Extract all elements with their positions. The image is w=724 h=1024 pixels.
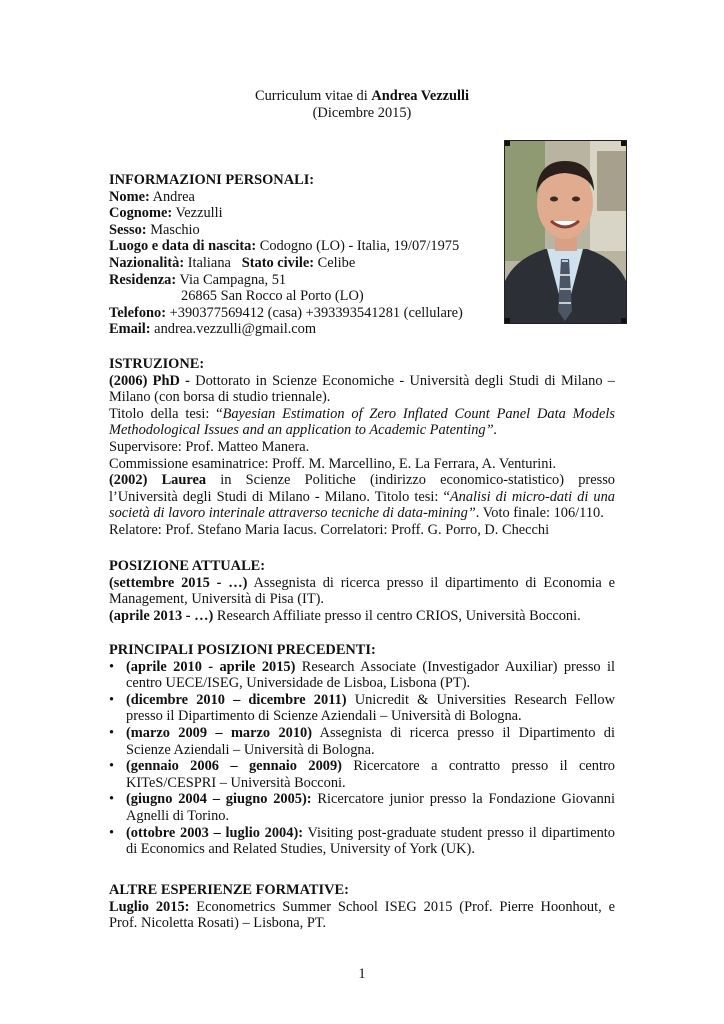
title-line-1: Curriculum vitae di Andrea Vezzulli (255, 88, 469, 104)
previous-positions-section (109, 642, 615, 858)
other-experiences-heading: ALTRE ESPERIENZE FORMATIVE: (109, 882, 349, 898)
author-name: Andrea Vezzulli (371, 88, 469, 104)
current-pos-1-line-1: (settembre 2015 - …) Assegnista di ricerca presso il dipartimento di Economia e (109, 574, 615, 591)
previous-position-item: • (aprile 2010 - aprile 2015) Research Associate (Investigador Auxiliar) presso il centro UECE/ISEG, Universidade de Lisboa, Lisbona (PT). (109, 658, 615, 692)
education-heading: ISTRUZIONE: (109, 356, 205, 372)
bullet-icon: • (109, 691, 115, 708)
photo-corner-tr (621, 141, 626, 146)
committee-line: Commissione esaminatrice: Proff. M. Marcellino, E. La Ferrara, A. Venturini. (109, 455, 557, 472)
photo-corner-br (621, 318, 626, 323)
bullet-icon: • (109, 724, 115, 741)
previous-position-item: • (ottobre 2003 – luglio 2004): Visiting post-graduate student presso il dipartimento di Economics and Related Studies, University of York (UK). (109, 824, 615, 858)
current-pos-2: (aprile 2013 - …) Research Affiliate presso il centro CRIOS, Università Bocconi. (109, 607, 581, 624)
nome-row: Nome: Andrea (109, 188, 195, 205)
education-section (109, 356, 615, 539)
photo-corner-bl (505, 318, 510, 323)
phone-row: Telefono: +390377569412 (casa) +393393541281 (cellulare) (109, 304, 463, 321)
photo-corner-tl (505, 141, 510, 146)
previous-position-item: • (marzo 2009 – marzo 2010) Assegnista di ricerca presso il Dipartimento di Scienze Aziendali – Università di Bologna. (109, 724, 615, 758)
profile-photo (504, 140, 627, 324)
personal-info-heading: INFORMAZIONI PERSONALI: (109, 172, 315, 188)
other-exp-line-2: Prof. Nicoletta Rosati) – Lisbona, PT. (109, 915, 327, 932)
document-title (0, 88, 724, 122)
bullet-icon: • (109, 658, 115, 675)
residence-row-2: 26865 San Rocco al Porto (LO) (181, 288, 364, 305)
email-row: Email: andrea.vezzulli@gmail.com (109, 321, 317, 338)
page-number: 1 (358, 966, 366, 982)
laurea-line-2: l’Università degli Studi di Milano - Milano. Titolo tesi: “Analisi di micro-dati di una (109, 488, 616, 505)
phd-line-2: Milano (con borsa di studio triennale). (109, 389, 331, 406)
supervisor-line: Supervisore: Prof. Matteo Manera. (109, 438, 310, 455)
other-exp-line-1: Luglio 2015: Econometrics Summer School ISEG 2015 (Prof. Pierre Hoonhout, e (109, 898, 615, 915)
residence-row: Residenza: Via Campagna, 51 (109, 271, 287, 288)
thesis-line-2: Methodological Issues and an application to Academic Patenting”. (109, 422, 498, 439)
sesso-row: Sesso: Maschio (109, 221, 200, 238)
personal-info-section (109, 172, 479, 338)
cognome-row: Cognome: Vezzulli (109, 205, 223, 222)
current-pos-1-line-2: Management, Università di Pisa (IT). (109, 591, 325, 608)
thesis-line-1: Titolo della tesi: “Bayesian Estimation of Zero Inflated Count Panel Data Models (109, 405, 615, 422)
title-date: (Dicembre 2015) (312, 105, 412, 121)
bullet-icon: • (109, 791, 115, 808)
laurea-line-1: (2002) Laurea in Scienze Politiche (indirizzo economico-statistico) presso (109, 472, 615, 489)
laurea-line-3: società di lavoro interinale attraverso tecniche di data-mining”. Voto finale: 106/110. (109, 505, 604, 522)
previous-position-item: • (giugno 2004 – giugno 2005): Ricercatore junior presso la Fondazione Giovanni Agnelli di Torino. (109, 791, 615, 824)
nationality-row: Nazionalità: Italiana Stato civile: Celibe (109, 254, 356, 271)
bullet-icon: • (109, 758, 115, 775)
current-position-section (109, 558, 615, 624)
relatore-line: Relatore: Prof. Stefano Maria Iacus. Correlatori: Proff. G. Porro, D. Checchi (109, 521, 550, 538)
phd-line-1: (2006) PhD - Dottorato in Scienze Economiche - Università degli Studi di Milano – (109, 372, 615, 389)
bullet-icon: • (109, 824, 115, 841)
previous-position-item: • (dicembre 2010 – dicembre 2011) Unicredit & Universities Research Fellow presso il Dipartimento di Scienze Aziendali – Università di Bologna. (109, 691, 615, 725)
birth-row: Luogo e data di nascita: Codogno (LO) - Italia, 19/07/1975 (109, 238, 460, 255)
previous-position-item: • (gennaio 2006 – gennaio 2009) Ricercatore a contratto presso il centro KITeS/CESPRI – Università Bocconi. (109, 758, 615, 791)
current-position-heading: POSIZIONE ATTUALE: (109, 558, 266, 574)
other-experiences-section (109, 882, 615, 932)
previous-positions-heading: PRINCIPALI POSIZIONI PRECEDENTI: (109, 642, 376, 658)
